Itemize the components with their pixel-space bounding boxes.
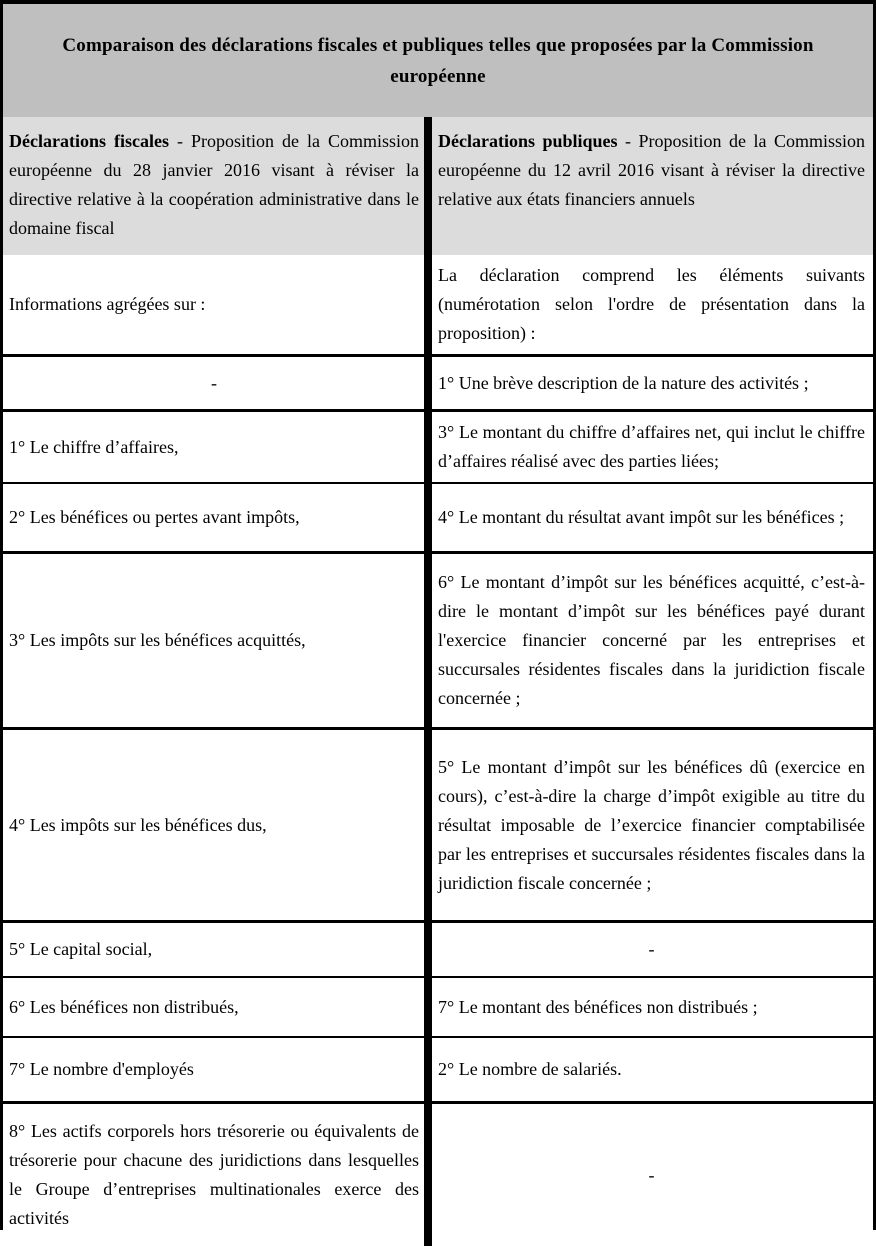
- cell-public-text: -: [648, 1164, 655, 1185]
- column-divider: [424, 730, 432, 920]
- cell-public-text: 3° Le montant du chiffre d’affaires net, qui inclut le chiffre d’affaires réalisé avec des parties liées;: [438, 422, 865, 471]
- cell-public: [432, 554, 873, 727]
- cell-fiscal: [3, 730, 424, 920]
- cell-public: [432, 412, 873, 482]
- cell-fiscal-text: 4° Les impôts sur les bénéfices dus,: [9, 814, 267, 835]
- cell-public: [432, 1038, 873, 1101]
- cell-fiscal: [3, 412, 424, 482]
- cell-public-text: -: [648, 939, 655, 959]
- column-divider: [424, 117, 432, 255]
- cell-public-text: 5° Le montant d’impôt sur les bénéfices dû (exercice en cours), c’est-à-dire la charge d’impôt exigible au titre du résultat imposable de l’exercice financier comptabilisée par les entreprises et succursales résidentes fiscales dans la juridiction fiscale concernée ;: [438, 756, 865, 893]
- header-public-text: [438, 127, 865, 214]
- cell-fiscal: [3, 554, 424, 727]
- column-divider: [424, 923, 432, 976]
- cell-public: [432, 923, 873, 976]
- column-divider: [424, 1038, 432, 1101]
- table-row: [3, 976, 873, 1036]
- table-row: [3, 482, 873, 551]
- table-row: [3, 409, 873, 482]
- table-row: [3, 1101, 873, 1246]
- cell-public: [432, 978, 873, 1036]
- header-fiscal-lead: Déclarations fiscales: [9, 131, 169, 151]
- cell-fiscal-text: -: [211, 372, 217, 393]
- cell-fiscal-text: 5° Le capital social,: [9, 939, 153, 959]
- cell-public: [432, 357, 873, 409]
- cell-fiscal: [3, 357, 424, 409]
- table-title: Comparaison des déclarations fiscales et publiques telles que proposées par la Commission européenne: [62, 34, 814, 87]
- column-divider: [424, 412, 432, 482]
- cell-fiscal-text: 1° Le chiffre d’affaires,: [9, 436, 179, 457]
- cell-fiscal-text: 6° Les bénéfices non distribués,: [9, 996, 239, 1017]
- cell-fiscal-text: 2° Les bénéfices ou pertes avant impôts,: [9, 507, 300, 527]
- cell-fiscal: [3, 923, 424, 976]
- cell-public: [432, 484, 873, 551]
- table-row: [3, 920, 873, 976]
- table-row: [3, 727, 873, 920]
- table-row: [3, 551, 873, 727]
- cell-public-text: 2° Le nombre de salariés.: [438, 1059, 622, 1079]
- column-divider: [424, 978, 432, 1036]
- table-body: [3, 255, 873, 1246]
- table-row: [3, 354, 873, 409]
- header-cell-public: [432, 117, 873, 255]
- header-public-lead: Déclarations publiques: [438, 131, 618, 151]
- cell-fiscal-text: 7° Le nombre d'employés: [9, 1059, 194, 1079]
- column-divider: [424, 255, 432, 354]
- table-header-row: [3, 117, 873, 255]
- cell-fiscal-text: 8° Les actifs corporels hors trésorerie ou équivalents de trésorerie pour chacune des juridictions dans lesquelles le Groupe d’entreprises multinationales exerce des activités: [9, 1121, 419, 1228]
- header-cell-fiscal: [3, 117, 424, 255]
- header-fiscal-rest: - Proposition de la Commission européenne du 28 janvier 2016 visant à réviser la directive relative à la coopération administrative dans le domaine fiscal: [9, 131, 419, 238]
- table-row: [3, 255, 873, 354]
- cell-public-text: 6° Le montant d’impôt sur les bénéfices acquitté, c’est-à-dire le montant d’impôt sur les bénéfices payé durant l'exercice financier concerné par les entreprises et succursales résidentes fiscales dans la juridiction fiscale concernée ;: [438, 572, 865, 708]
- cell-public: [432, 730, 873, 920]
- cell-fiscal: [3, 1104, 424, 1246]
- cell-fiscal: [3, 1038, 424, 1101]
- cell-fiscal-text: 3° Les impôts sur les bénéfices acquittés,: [9, 630, 306, 650]
- column-divider: [424, 357, 432, 409]
- table-row: [3, 1036, 873, 1101]
- cell-public-text: 1° Une brève description de la nature des activités ;: [438, 372, 809, 393]
- column-divider: [424, 554, 432, 727]
- table-title-row: [3, 4, 873, 117]
- cell-public: [432, 1104, 873, 1246]
- header-public-rest: - Proposition de la Commission européenne du 12 avril 2016 visant à réviser la directive relative aux états financiers annuels: [438, 131, 865, 209]
- cell-public-text: La déclaration comprend les éléments suivants (numérotation selon l'ordre de présentation dans la proposition) :: [438, 265, 865, 343]
- header-fiscal-text: [9, 127, 419, 243]
- cell-public: [432, 255, 873, 354]
- cell-fiscal-text: Informations agrégées sur :: [9, 294, 206, 314]
- cell-public-text: 7° Le montant des bénéfices non distribués ;: [438, 996, 758, 1017]
- column-divider: [424, 1104, 432, 1246]
- column-divider: [424, 484, 432, 551]
- cell-fiscal: [3, 484, 424, 551]
- cell-public-text: 4° Le montant du résultat avant impôt sur les bénéfices ;: [438, 507, 845, 527]
- cell-fiscal: [3, 978, 424, 1036]
- cell-fiscal: [3, 255, 424, 354]
